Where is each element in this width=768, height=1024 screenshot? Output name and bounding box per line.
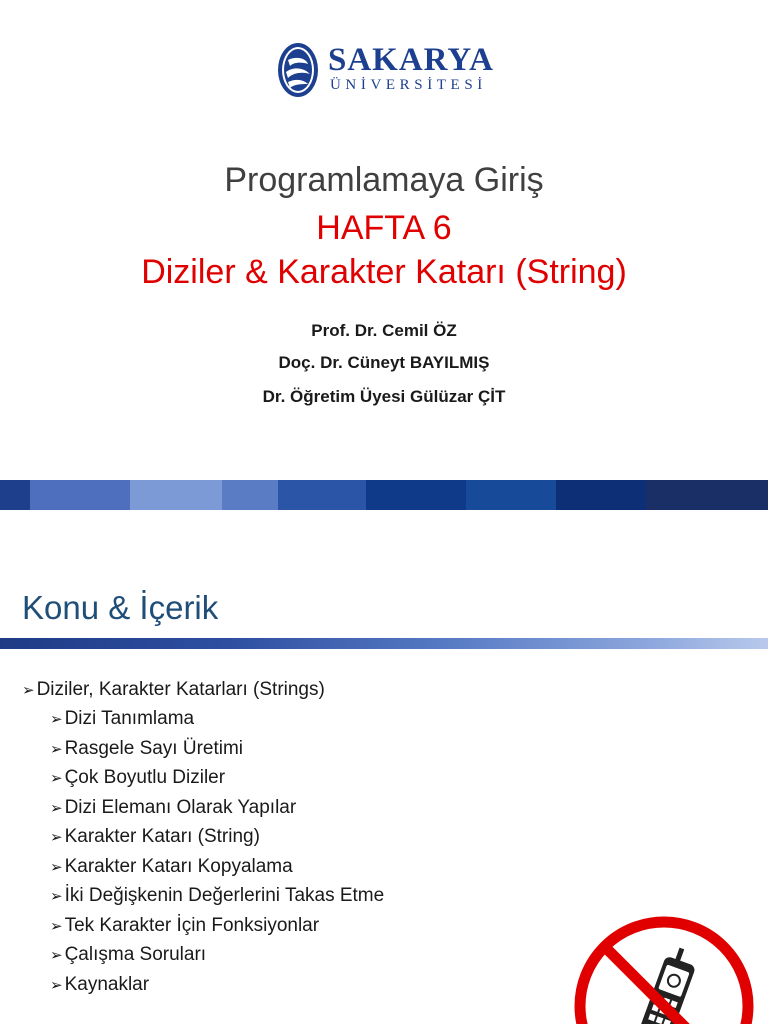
bullet-arrow-icon: ➢ bbox=[50, 800, 63, 817]
slide-heading: Konu & İçerik bbox=[22, 589, 219, 626]
list-item-text: Karakter Katarı (String) bbox=[64, 826, 260, 847]
bullet-arrow-icon: ➢ bbox=[50, 977, 63, 994]
logo-name: SAKARYA bbox=[328, 42, 494, 78]
stripe-segment bbox=[30, 480, 130, 510]
list-item bbox=[50, 971, 149, 999]
author-name: Dr. Öğretim Üyesi Gülüzar ÇİT bbox=[262, 387, 506, 406]
contents-slide bbox=[0, 512, 768, 1024]
week-title: HAFTA 6 bbox=[316, 209, 452, 247]
author-name: Prof. Dr. Cemil ÖZ bbox=[311, 321, 457, 340]
stripe-segment bbox=[466, 480, 556, 510]
bullet-arrow-icon: ➢ bbox=[22, 682, 35, 699]
list-item bbox=[50, 794, 296, 822]
bullet-arrow-icon: ➢ bbox=[50, 888, 63, 905]
list-item bbox=[50, 882, 384, 910]
bullet-arrow-icon: ➢ bbox=[50, 770, 63, 787]
list-item bbox=[50, 912, 319, 940]
list-item-text: Çalışma Soruları bbox=[64, 944, 207, 965]
list-item bbox=[50, 853, 293, 881]
bullet-arrow-icon: ➢ bbox=[50, 741, 63, 758]
stripe-segment bbox=[0, 480, 30, 510]
stripe-segment bbox=[222, 480, 278, 510]
stripe-segment bbox=[556, 480, 646, 510]
bullet-arrow-icon: ➢ bbox=[50, 859, 63, 876]
list-item-text: Karakter Katarı Kopyalama bbox=[64, 856, 293, 877]
stripe-segment bbox=[278, 480, 366, 510]
list-item-text: Diziler, Karakter Katarları (Strings) bbox=[36, 679, 325, 700]
bullet-arrow-icon: ➢ bbox=[50, 829, 63, 846]
list-item bbox=[50, 941, 206, 969]
bullet-arrow-icon: ➢ bbox=[50, 711, 63, 728]
list-item-text: Dizi Elemanı Olarak Yapılar bbox=[64, 797, 297, 818]
sakarya-logo bbox=[276, 40, 496, 100]
list-item-text: Kaynaklar bbox=[64, 974, 150, 995]
list-item bbox=[50, 735, 243, 763]
stripe-segment bbox=[646, 480, 768, 510]
list-item-text: Tek Karakter İçin Fonksiyonlar bbox=[64, 915, 320, 936]
list-item bbox=[50, 705, 194, 733]
list-item bbox=[22, 676, 325, 704]
list-item-text: Dizi Tanımlama bbox=[64, 708, 195, 729]
list-item bbox=[50, 764, 225, 792]
decorative-stripe bbox=[0, 480, 768, 510]
no-phone-sign-icon bbox=[574, 916, 754, 1024]
sakarya-emblem-icon bbox=[276, 40, 324, 100]
topic-title: Diziler & Karakter Katarı (String) bbox=[141, 253, 627, 291]
bullet-arrow-icon: ➢ bbox=[50, 918, 63, 935]
list-item-text: İki Değişkenin Değerlerini Takas Etme bbox=[64, 885, 385, 906]
heading-divider bbox=[0, 638, 768, 649]
logo-subtitle: ÜNİVERSİTESİ bbox=[330, 77, 487, 93]
stripe-segment bbox=[366, 480, 466, 510]
bullet-arrow-icon: ➢ bbox=[50, 947, 63, 964]
list-item-text: Çok Boyutlu Diziler bbox=[64, 767, 226, 788]
author-name: Doç. Dr. Cüneyt BAYILMIŞ bbox=[278, 353, 490, 372]
course-title: Programlamaya Giriş bbox=[224, 161, 544, 199]
list-item bbox=[50, 823, 260, 851]
list-item-text: Rasgele Sayı Üretimi bbox=[64, 738, 244, 759]
stripe-segment bbox=[130, 480, 222, 510]
